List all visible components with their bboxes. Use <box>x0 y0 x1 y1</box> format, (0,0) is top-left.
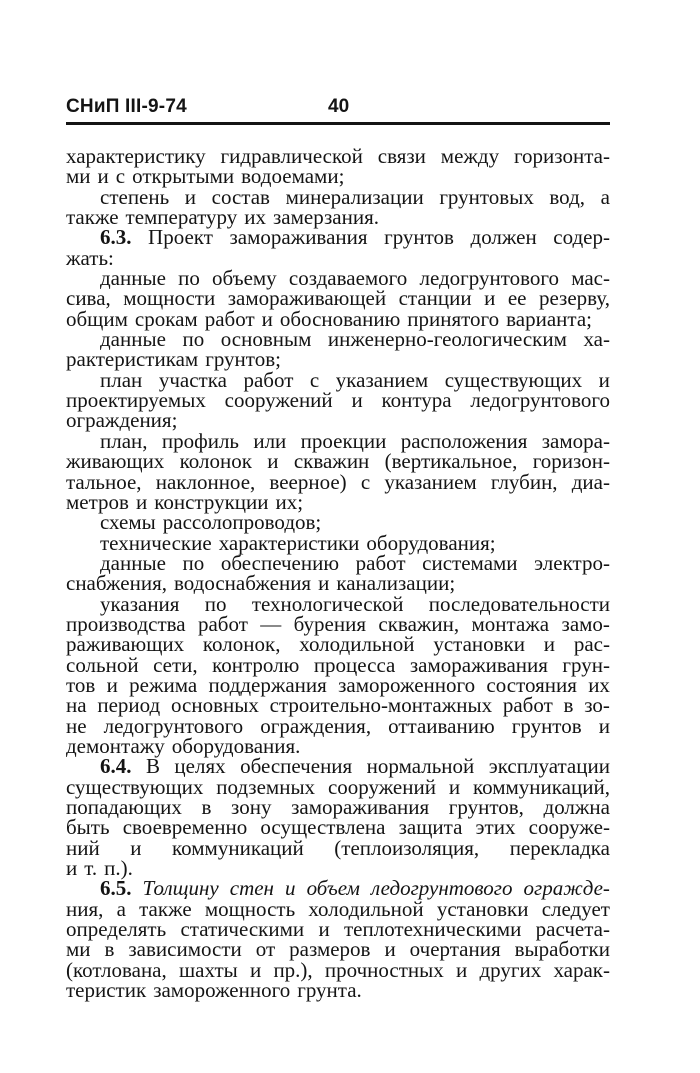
text-line <box>66 937 610 962</box>
word: и <box>106 672 118 697</box>
word: по <box>182 550 205 575</box>
text-line <box>66 367 610 392</box>
word: технические <box>100 530 212 555</box>
word: и <box>318 571 330 596</box>
word: стен <box>229 876 274 901</box>
word: тальное, <box>66 469 142 494</box>
word: ледогрунтового <box>419 266 560 291</box>
word: — <box>260 611 282 636</box>
word: ледогрунтового <box>371 876 513 901</box>
word: состав <box>211 184 270 209</box>
text-line <box>66 408 610 433</box>
word: замораживания <box>409 652 548 677</box>
word: грунтов <box>511 713 582 738</box>
word: гидравлической <box>220 144 363 168</box>
word: план, <box>100 428 148 453</box>
word: также <box>66 205 119 230</box>
text-line <box>66 815 610 840</box>
word: создаваемого <box>288 266 408 291</box>
text-line <box>66 774 610 799</box>
word: мощности <box>123 286 216 311</box>
word: ледогрунтового <box>103 713 244 738</box>
word: и <box>318 917 330 942</box>
word: участка <box>158 367 227 392</box>
word: проектируемых <box>66 388 206 413</box>
word: (вертикальное, <box>384 449 518 474</box>
word: холодильной <box>308 896 424 921</box>
word: или <box>253 428 287 453</box>
word: пр.), <box>273 957 313 982</box>
word: по <box>178 266 200 291</box>
text-line <box>66 693 610 718</box>
word: ее <box>507 286 527 311</box>
word: замороженного <box>153 978 291 1003</box>
word: минерализации <box>285 184 424 209</box>
text-line <box>66 591 610 616</box>
text-line <box>66 184 610 209</box>
word: обеспечению <box>220 550 340 575</box>
word: следует <box>541 896 610 921</box>
word: и <box>267 449 279 474</box>
word: и <box>184 184 197 209</box>
word: глубин, <box>490 469 558 494</box>
word: по <box>182 327 205 352</box>
word: работ <box>197 611 248 636</box>
text-line <box>66 327 610 352</box>
word: строительно-монтажных <box>269 693 493 718</box>
word: колонок <box>179 449 252 474</box>
word: и <box>97 164 109 189</box>
word: конструкции <box>154 489 269 514</box>
word: быть <box>66 815 110 840</box>
word: размеров <box>289 937 371 962</box>
word: установки <box>436 896 529 921</box>
word: должен <box>470 225 537 250</box>
word: монтажа <box>471 611 550 636</box>
word: и <box>484 286 496 311</box>
text-line <box>66 896 610 921</box>
word: и <box>351 388 363 413</box>
text-line <box>66 205 610 230</box>
word: очертания <box>409 937 501 962</box>
word: холодильной <box>299 632 415 657</box>
word: и <box>249 957 262 982</box>
word: целях <box>174 754 226 779</box>
word: раживающих <box>66 632 185 657</box>
text-line <box>66 550 610 575</box>
word: коммуникаций <box>172 835 304 860</box>
word: и <box>455 957 468 982</box>
word: защита <box>398 815 463 840</box>
word: ограждения, <box>260 713 372 738</box>
word: Проект <box>148 225 213 250</box>
word: обоснованию <box>279 306 401 331</box>
word: и <box>66 856 78 881</box>
word: в <box>104 937 115 962</box>
word: зависимости <box>128 937 242 962</box>
word: огражде- <box>523 876 610 901</box>
word: сооруже- <box>528 815 610 840</box>
word: замо- <box>561 611 610 636</box>
word: ледогрунтового <box>470 388 610 413</box>
word: грунта. <box>297 978 362 1003</box>
word: технологической <box>251 591 404 616</box>
word: мас- <box>571 266 610 291</box>
word: характеристику <box>66 144 206 168</box>
word: в <box>563 693 574 718</box>
word: сольной <box>66 652 139 677</box>
word: их <box>244 205 267 230</box>
text-line <box>66 286 610 311</box>
word: резерву, <box>538 286 610 311</box>
word: температуру <box>125 205 238 230</box>
word: режима <box>129 672 198 697</box>
word: тов <box>66 672 96 697</box>
word: с <box>309 367 320 392</box>
word: профиль <box>161 428 239 453</box>
text-line <box>66 469 610 494</box>
word: (теплоизоляция, <box>334 835 480 860</box>
word: указанием <box>335 367 429 392</box>
word: замороженного <box>338 672 476 697</box>
word: наклонное, <box>155 469 256 494</box>
word: веерное) <box>269 469 347 494</box>
word: рас- <box>573 632 610 657</box>
word: общим <box>66 306 128 331</box>
word: период <box>97 693 161 718</box>
word: перекладка <box>509 835 610 860</box>
word: контролю <box>212 652 300 677</box>
word: проекции <box>300 428 387 453</box>
word: рактеристикам <box>66 347 199 372</box>
word: В <box>145 754 160 779</box>
word: харак- <box>553 957 610 982</box>
text-line <box>66 225 610 250</box>
word: процесса <box>313 652 396 677</box>
word: варианта; <box>506 306 593 331</box>
word: данные <box>100 550 166 575</box>
word: грун- <box>562 652 610 677</box>
word: в <box>201 795 212 819</box>
word: ограждения; <box>66 408 178 433</box>
word: т. <box>84 856 98 881</box>
page-header <box>66 96 610 125</box>
word: статическими <box>180 917 305 942</box>
word: данные <box>100 327 166 352</box>
word: и <box>130 835 142 860</box>
word: сива, <box>66 286 111 311</box>
word: открытыми <box>132 164 235 189</box>
word: их <box>588 672 610 697</box>
word: снабжения, <box>66 571 167 596</box>
page-number: 40 <box>328 96 350 117</box>
word: диа- <box>571 469 610 494</box>
document-code: СНиП III-9-74 <box>66 96 187 117</box>
word: скважин <box>293 449 370 474</box>
word: основным <box>220 327 312 352</box>
word: коммуникаций, <box>472 774 610 799</box>
word: водоснабжения <box>173 571 312 596</box>
word: эксплуатации <box>488 754 610 779</box>
word: инженерно-геологическим <box>327 327 567 352</box>
word: данные <box>100 266 166 291</box>
word: попадающих <box>66 795 182 819</box>
text-line <box>66 652 610 677</box>
word: определять <box>66 917 167 942</box>
word: горизонта- <box>513 144 610 168</box>
word: существующих <box>66 774 204 799</box>
word: п.). <box>104 856 133 881</box>
word: теплотехническими <box>343 917 522 942</box>
word: (котлована, <box>66 957 167 982</box>
text-line <box>66 489 610 514</box>
word: зо- <box>584 693 610 718</box>
word: горизон- <box>532 449 610 474</box>
word: грунтов; <box>205 347 281 372</box>
word: характеристики <box>218 530 360 555</box>
text-line <box>66 266 610 291</box>
word: замораживания <box>291 795 430 819</box>
word: нормальной <box>366 754 475 779</box>
word: основных <box>171 693 259 718</box>
section-number: 6.3. <box>100 225 132 250</box>
word: грунтовых <box>439 184 534 209</box>
word: канализации; <box>336 571 456 596</box>
word: принятого <box>407 306 500 331</box>
word: колонок, <box>202 632 281 657</box>
word: срокам <box>134 306 198 331</box>
text-line <box>66 733 610 758</box>
word: замораживающей <box>227 286 387 311</box>
word: системами <box>422 550 518 575</box>
word: поддержания <box>208 672 327 697</box>
word: бурения <box>293 611 367 636</box>
word: объем <box>306 876 360 901</box>
word: работ <box>243 367 294 392</box>
section-number: 6.5. <box>100 876 132 901</box>
word: а <box>600 184 610 209</box>
text-line <box>66 876 610 901</box>
word: с <box>115 164 126 189</box>
word: расчета- <box>535 917 610 942</box>
word: демонтажу <box>66 733 165 758</box>
word: оттаиванию <box>388 713 495 738</box>
word: осуществлена <box>260 815 386 840</box>
word: работ <box>204 306 255 331</box>
word: указания <box>100 591 180 616</box>
word: скважин, <box>378 611 460 636</box>
word: своевременно <box>122 815 248 840</box>
word: Толщину <box>142 876 219 901</box>
word: от <box>255 937 276 962</box>
word: степень <box>100 184 170 209</box>
word: электро- <box>534 550 610 575</box>
word: и <box>598 367 610 392</box>
text-line <box>66 306 610 331</box>
word: расположения <box>400 428 528 453</box>
word: замерзания. <box>273 205 379 230</box>
text-line <box>66 835 610 860</box>
text-line <box>66 856 610 881</box>
word: ми <box>66 937 91 962</box>
word: сооружений <box>224 388 333 413</box>
text-line <box>66 428 610 453</box>
word: содер- <box>553 225 610 250</box>
word: должна <box>543 795 610 819</box>
word: других <box>479 957 542 982</box>
word: ха- <box>583 327 610 352</box>
word: подземных <box>216 774 316 799</box>
word: этих <box>475 815 516 840</box>
word: не <box>66 713 87 738</box>
section-number: 6.4. <box>100 754 132 779</box>
word: по <box>204 591 227 616</box>
text-line <box>66 957 610 982</box>
word: и <box>448 774 461 799</box>
word: шахты <box>178 957 238 982</box>
word: производства <box>66 611 186 636</box>
text-line <box>66 347 610 372</box>
word: схемы <box>100 510 156 535</box>
word: последовательности <box>428 591 610 616</box>
text-line <box>66 713 610 738</box>
word: замораживания <box>229 225 368 250</box>
word: вод, <box>549 184 586 209</box>
word: оборудования. <box>171 733 301 758</box>
word: указанием <box>384 469 477 494</box>
text-line <box>66 146 610 166</box>
word: состояния <box>486 672 577 697</box>
text-line <box>66 571 610 596</box>
word: теристик <box>66 978 147 1003</box>
word: объему <box>212 266 277 291</box>
word: рассолопроводов; <box>162 510 322 535</box>
word: работ <box>355 550 406 575</box>
word: связи <box>377 144 426 168</box>
word: работ <box>502 693 553 718</box>
word: живающих <box>66 449 165 474</box>
word: и <box>543 632 556 657</box>
word: и <box>598 713 610 738</box>
word: и <box>384 937 396 962</box>
word: метров <box>66 489 129 514</box>
text-line <box>66 917 610 942</box>
word: сети, <box>153 652 198 677</box>
word: также <box>139 896 192 921</box>
word: водоемами; <box>241 164 345 189</box>
text-line <box>66 672 610 697</box>
word: мощность <box>204 896 296 921</box>
text-line <box>66 164 610 189</box>
text-line <box>66 978 610 1003</box>
text-line <box>66 632 610 657</box>
word: сооружений <box>327 774 436 799</box>
text-line <box>66 388 610 413</box>
word: станции <box>398 286 472 311</box>
word: ми <box>66 164 91 189</box>
word: зону <box>231 795 272 819</box>
word: с <box>360 469 371 494</box>
word: ний <box>66 835 100 860</box>
word: грунтов, <box>448 795 524 819</box>
word: оборудования; <box>366 530 496 555</box>
word: на <box>66 693 87 718</box>
word: а <box>116 896 126 921</box>
word: их; <box>275 489 304 514</box>
word: жать: <box>66 245 114 270</box>
text-line <box>66 245 610 270</box>
word: выработки <box>514 937 610 962</box>
text-line <box>66 611 610 636</box>
word: план <box>100 367 143 392</box>
word: и <box>285 876 296 901</box>
word: и <box>261 306 273 331</box>
word: и <box>135 489 148 514</box>
text-line <box>66 797 610 817</box>
body-text <box>66 144 610 1003</box>
word: контура <box>381 388 452 413</box>
word: установки <box>433 632 525 657</box>
word: обеспечения <box>240 754 353 779</box>
word: между <box>440 144 500 168</box>
word: существующих <box>444 367 583 392</box>
word: ния, <box>66 896 104 921</box>
text-line <box>66 449 610 474</box>
word: прочностных <box>324 957 444 982</box>
text-line <box>66 510 610 535</box>
text-line <box>66 530 610 555</box>
word: грунтов <box>384 225 454 250</box>
text-line <box>66 754 610 779</box>
word: замора- <box>541 428 610 453</box>
